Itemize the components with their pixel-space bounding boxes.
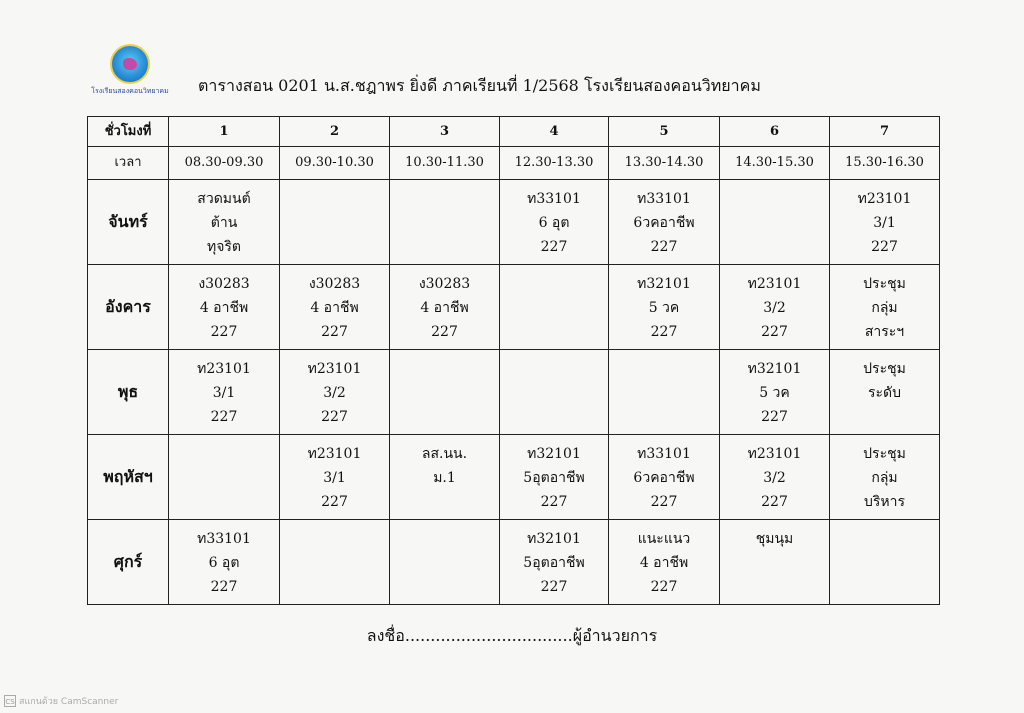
cell-line: 227 <box>431 324 458 340</box>
schedule-cell <box>390 265 500 350</box>
school-logo <box>88 44 172 100</box>
cell-line: ง30283 <box>308 276 361 292</box>
cell-line: 227 <box>321 324 348 340</box>
time-slot: 12.30-13.30 <box>500 147 609 180</box>
watermark-text: สแกนด้วย CamScanner <box>19 697 119 707</box>
day-row <box>88 265 940 350</box>
schedule-cell-empty <box>500 265 609 350</box>
cell-line: ท32101 <box>637 276 691 292</box>
day-name: จันทร์ <box>88 180 169 265</box>
schedule-cell <box>280 435 390 520</box>
cell-line: 5อุตอาชีพ <box>523 470 585 486</box>
time-slot: 15.30-16.30 <box>830 147 940 180</box>
cell-line: 5 วค <box>759 385 790 401</box>
cell-line: ระดับ <box>867 385 902 401</box>
cell-line: 6วคอาชีพ <box>633 470 695 486</box>
cell-line: 227 <box>871 239 898 255</box>
schedule-cell <box>280 350 390 435</box>
cell-line: 227 <box>650 324 678 340</box>
cell-line: 3/1 <box>873 215 896 231</box>
schedule-cell-empty <box>390 180 500 265</box>
cell-line: 227 <box>321 494 348 510</box>
cell-line: ประชุม <box>863 361 906 377</box>
schedule-cell-empty <box>390 350 500 435</box>
schedule-table <box>87 116 940 605</box>
cell-line: 3/2 <box>763 300 786 316</box>
period-number: 1 <box>169 117 280 147</box>
school-emblem-icon <box>110 44 150 84</box>
cell-line: บริหาร <box>863 494 905 510</box>
schedule-cell <box>830 265 940 350</box>
cell-line: 4 อาชีพ <box>639 555 689 571</box>
cell-line: ง30283 <box>418 276 471 292</box>
cell-line: 227 <box>210 324 238 340</box>
cell-line: 3/1 <box>323 470 346 486</box>
cell-line: ท32101 <box>527 531 581 547</box>
period-number: 2 <box>280 117 390 147</box>
cell-line: 227 <box>650 239 678 255</box>
schedule-cell <box>609 435 720 520</box>
schedule-cell-empty <box>609 350 720 435</box>
day-name: ศุกร์ <box>88 520 169 605</box>
cell-line: ท32101 <box>527 446 581 462</box>
period-number: 4 <box>500 117 609 147</box>
time-slot: 09.30-10.30 <box>280 147 390 180</box>
schedule-cell <box>720 265 830 350</box>
schedule-cell <box>169 520 280 605</box>
cell-line: ชุมนุม <box>755 531 794 547</box>
cell-line: 227 <box>210 579 238 595</box>
schedule-cell <box>169 265 280 350</box>
schedule-cell-empty <box>280 520 390 605</box>
cell-line: 227 <box>321 409 348 425</box>
logo-caption: โรงเรียนสองคอนวิทยาคม <box>91 87 169 95</box>
cell-line: 227 <box>761 409 788 425</box>
cell-line: ท32101 <box>747 361 802 377</box>
cell-line: สวดมนต์ <box>197 191 251 207</box>
schedule-cell <box>500 435 609 520</box>
schedule-cell <box>500 520 609 605</box>
cell-line: 3/1 <box>212 385 236 401</box>
cell-line: 227 <box>650 579 678 595</box>
period-number: 7 <box>830 117 940 147</box>
cell-line: ทุจริต <box>206 239 242 255</box>
cell-line: 5อุตอาชีพ <box>523 555 585 571</box>
cell-line: ท33101 <box>197 531 251 547</box>
period-number: 5 <box>609 117 720 147</box>
period-header-row <box>88 117 940 147</box>
schedule-cell <box>830 435 940 520</box>
camscanner-watermark <box>4 694 118 708</box>
cell-line: 3/2 <box>323 385 346 401</box>
day-row <box>88 435 940 520</box>
schedule-cell-empty <box>280 180 390 265</box>
signature-line: ลงชื่อ.................................ผู้อำนวยการ <box>366 626 658 645</box>
cell-line: 6 อุต <box>208 555 240 571</box>
cell-line: ท33101 <box>637 446 691 462</box>
cell-line: ประชุม <box>863 276 906 292</box>
cell-line: 4 อาชีพ <box>420 300 469 316</box>
cell-line: กลุ่ม <box>871 300 898 316</box>
schedule-cell <box>280 265 390 350</box>
time-slot: 08.30-09.30 <box>169 147 280 180</box>
schedule-cell-empty <box>169 435 280 520</box>
camscanner-icon: CS <box>4 695 16 707</box>
cell-line: ท33101 <box>637 191 691 207</box>
schedule-cell-empty <box>390 520 500 605</box>
period-number: 6 <box>720 117 830 147</box>
time-slot: 14.30-15.30 <box>720 147 830 180</box>
day-name: พุธ <box>88 350 169 435</box>
cell-line: ประชุม <box>863 446 906 462</box>
day-row <box>88 350 940 435</box>
cell-line: 3/2 <box>763 470 786 486</box>
schedule-cell <box>169 350 280 435</box>
schedule-cell <box>609 520 720 605</box>
schedule-cell <box>720 350 830 435</box>
cell-line: 227 <box>540 579 568 595</box>
schedule-cell-empty <box>500 350 609 435</box>
page-title: ตารางสอน 0201 น.ส.ชฎาพร ยิ่งดี ภาคเรียนที่ 1/2568 โรงเรียนสองคอนวิทยาคม <box>198 76 761 95</box>
cell-line: ท23101 <box>307 446 362 462</box>
time-row <box>88 147 940 180</box>
cell-line: ม.1 <box>433 470 456 486</box>
cell-line: ท23101 <box>857 191 912 207</box>
cell-line: 227 <box>761 324 788 340</box>
cell-line: ท23101 <box>307 361 362 377</box>
schedule-cell <box>609 180 720 265</box>
cell-line: กลุ่ม <box>871 470 898 486</box>
cell-line: ท23101 <box>197 361 251 377</box>
cell-line: ท23101 <box>747 276 802 292</box>
cell-line: 227 <box>761 494 788 510</box>
day-row <box>88 520 940 605</box>
cell-line: สาระฯ <box>864 324 905 340</box>
schedule-cell <box>390 435 500 520</box>
schedule-cell <box>609 265 720 350</box>
cell-line: 227 <box>540 239 568 255</box>
period-number: 3 <box>390 117 500 147</box>
cell-line: ต้าน <box>210 215 238 231</box>
period-header-label: ชั่วโมงที่ <box>88 117 169 147</box>
day-name: พฤหัสฯ <box>88 435 169 520</box>
day-row <box>88 180 940 265</box>
cell-line: 227 <box>650 494 678 510</box>
schedule-cell <box>169 180 280 265</box>
schedule-cell <box>720 520 830 605</box>
cell-line: ลส.นน. <box>421 446 468 462</box>
cell-line: 227 <box>210 409 238 425</box>
cell-line: 4 อาชีพ <box>310 300 359 316</box>
time-slot: 13.30-14.30 <box>609 147 720 180</box>
cell-line: 227 <box>540 494 568 510</box>
schedule-cell <box>830 180 940 265</box>
cell-line: ท23101 <box>747 446 802 462</box>
cell-line: 4 อาชีพ <box>199 300 249 316</box>
time-slot: 10.30-11.30 <box>390 147 500 180</box>
schedule-cell-empty <box>830 520 940 605</box>
schedule-cell <box>720 435 830 520</box>
time-header-label: เวลา <box>88 147 169 180</box>
cell-line: 5 วค <box>648 300 680 316</box>
cell-line: 6วคอาชีพ <box>633 215 695 231</box>
cell-line: ง30283 <box>198 276 250 292</box>
schedule-cell <box>500 180 609 265</box>
schedule-cell-empty <box>720 180 830 265</box>
cell-line: 6 อุต <box>538 215 570 231</box>
schedule-cell <box>830 350 940 435</box>
cell-line: ท33101 <box>527 191 581 207</box>
day-name: อังคาร <box>88 265 169 350</box>
cell-line: แนะแนว <box>637 531 691 547</box>
